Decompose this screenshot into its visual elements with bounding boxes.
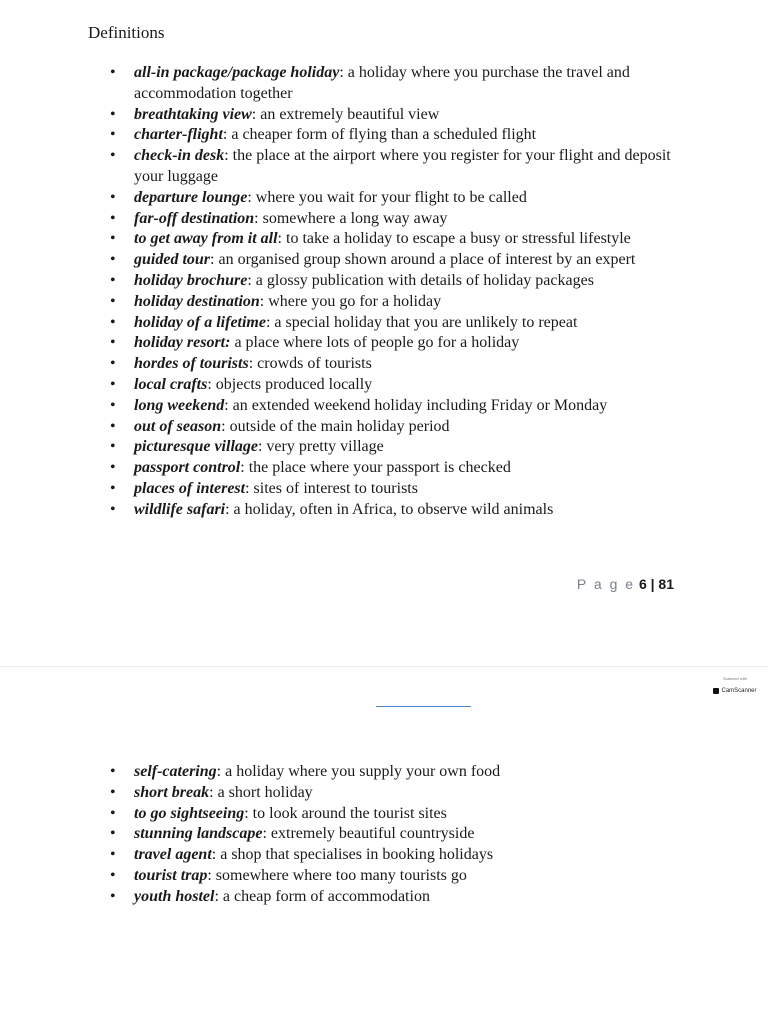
definition-term: local crafts bbox=[134, 375, 208, 393]
definition-item bbox=[110, 396, 690, 417]
definition-text: : a holiday, often in Africa, to observe wild animals bbox=[225, 500, 554, 518]
definition-text: : a special holiday that you are unlikely to repeat bbox=[265, 313, 578, 331]
definition-text: : a cheaper form of flying than a scheduled flight bbox=[222, 126, 537, 144]
definition-term: picturesque village bbox=[134, 438, 258, 456]
definition-text: : somewhere a long way away bbox=[254, 209, 448, 227]
definition-term: places of interest bbox=[134, 479, 246, 497]
scan-badge-brand bbox=[713, 688, 756, 694]
definition-term: charter-flight bbox=[134, 126, 223, 144]
definition-item bbox=[110, 762, 690, 783]
definition-term: travel agent bbox=[134, 846, 212, 864]
definition-term: stunning landscape bbox=[134, 825, 263, 843]
definition-item bbox=[110, 229, 690, 250]
definition-text: : a shop that specialises in booking holidays bbox=[211, 846, 494, 864]
definition-term: to go sightseeing bbox=[134, 804, 245, 822]
definition-term: departure lounge bbox=[134, 188, 248, 206]
definition-item bbox=[110, 824, 690, 845]
definition-text: : an extended weekend holiday including Friday or Monday bbox=[224, 396, 608, 414]
definition-item bbox=[110, 250, 690, 271]
definition-text: : a holiday where you supply your own food bbox=[216, 763, 501, 780]
scan-badge-brand-text: CamScanner bbox=[721, 688, 757, 694]
definition-text: : where you go for a holiday bbox=[259, 292, 442, 310]
definition-text: : sites of interest to tourists bbox=[245, 479, 418, 497]
definition-term: hordes of tourists bbox=[134, 355, 249, 373]
definition-term: holiday brochure bbox=[134, 271, 248, 289]
definition-text: : where you wait for your flight to be called bbox=[247, 188, 527, 206]
definition-text: : a short holiday bbox=[209, 783, 313, 801]
definition-text: : objects produced locally bbox=[207, 375, 373, 393]
definition-item bbox=[110, 188, 690, 209]
definition-text: : a holiday where you purchase the travel and accommodation together bbox=[134, 64, 630, 102]
definition-item bbox=[110, 125, 690, 146]
definition-item bbox=[110, 804, 690, 825]
definition-term: short break bbox=[134, 783, 210, 801]
definition-text: : crowds of tourists bbox=[248, 355, 372, 373]
definition-term: holiday resort: bbox=[134, 334, 231, 352]
definition-item bbox=[110, 479, 690, 500]
definition-text: : the place at the airport where you register for your flight and deposit your luggage bbox=[134, 147, 671, 185]
definition-text: : a cheap form of accommodation bbox=[214, 887, 430, 905]
definition-item bbox=[110, 437, 690, 458]
definition-item bbox=[110, 354, 690, 375]
definition-term: holiday destination bbox=[134, 292, 260, 310]
page-divider bbox=[0, 666, 768, 667]
definition-term: check-in desk bbox=[134, 147, 225, 165]
definition-term: self-catering bbox=[134, 763, 217, 780]
definition-text: : the place where your passport is checked bbox=[240, 459, 511, 477]
page-count: 6 | 81 bbox=[638, 576, 674, 592]
definition-text: : to look around the tourist sites bbox=[244, 804, 447, 822]
definition-term: long weekend bbox=[134, 396, 225, 414]
definition-term: holiday of a lifetime bbox=[134, 313, 266, 331]
definition-text: : extremely beautiful countryside bbox=[262, 825, 475, 843]
definition-item bbox=[110, 458, 690, 479]
definition-term: to get away from it all bbox=[134, 230, 278, 248]
definition-item bbox=[110, 313, 690, 334]
definition-term: tourist trap bbox=[134, 866, 208, 884]
definition-item bbox=[110, 375, 690, 396]
definition-term: far-off destination bbox=[134, 209, 255, 227]
page-label: P a g e bbox=[576, 576, 636, 592]
definition-text: : an extremely beautiful view bbox=[251, 105, 440, 123]
definition-item bbox=[110, 500, 690, 521]
definition-term: guided tour bbox=[134, 251, 211, 269]
header-rule bbox=[376, 706, 471, 707]
definition-text: : a glossy publication with details of holiday packages bbox=[247, 271, 594, 289]
definition-term: youth hostel bbox=[134, 887, 215, 905]
definition-item bbox=[110, 271, 690, 292]
definition-term: out of season bbox=[134, 417, 222, 435]
definition-text: : outside of the main holiday period bbox=[221, 417, 450, 435]
definitions-list bbox=[110, 63, 690, 521]
definition-text: a place where lots of people go for a holiday bbox=[230, 334, 520, 352]
definition-text: : somewhere where too many tourists go bbox=[207, 866, 467, 884]
section-heading: Definitions bbox=[88, 23, 165, 42]
definition-text: : to take a holiday to escape a busy or stressful lifestyle bbox=[277, 230, 631, 248]
definition-item bbox=[110, 63, 690, 105]
definition-item bbox=[110, 292, 690, 313]
definition-term: wildlife safari bbox=[134, 500, 226, 518]
page-number bbox=[577, 576, 674, 592]
camscanner-logo-icon bbox=[713, 688, 719, 694]
definition-term: breathtaking view bbox=[134, 105, 252, 123]
camscanner-badge bbox=[710, 676, 760, 694]
definition-item bbox=[110, 146, 690, 188]
definition-text: : very pretty village bbox=[257, 438, 384, 456]
definition-term: passport control bbox=[134, 459, 241, 477]
definition-item bbox=[110, 887, 690, 908]
definition-item bbox=[110, 105, 690, 126]
definition-item bbox=[110, 783, 690, 804]
scan-badge-caption: Scanned with bbox=[722, 676, 747, 681]
definition-item bbox=[110, 417, 690, 438]
definition-term: all-in package/package holiday bbox=[134, 64, 340, 81]
definitions-list-continued bbox=[110, 762, 690, 908]
definition-text: : an organised group shown around a place of interest by an expert bbox=[210, 251, 636, 269]
definition-item bbox=[110, 209, 690, 230]
definition-item bbox=[110, 845, 690, 866]
definition-item bbox=[110, 333, 690, 354]
definition-item bbox=[110, 866, 690, 887]
